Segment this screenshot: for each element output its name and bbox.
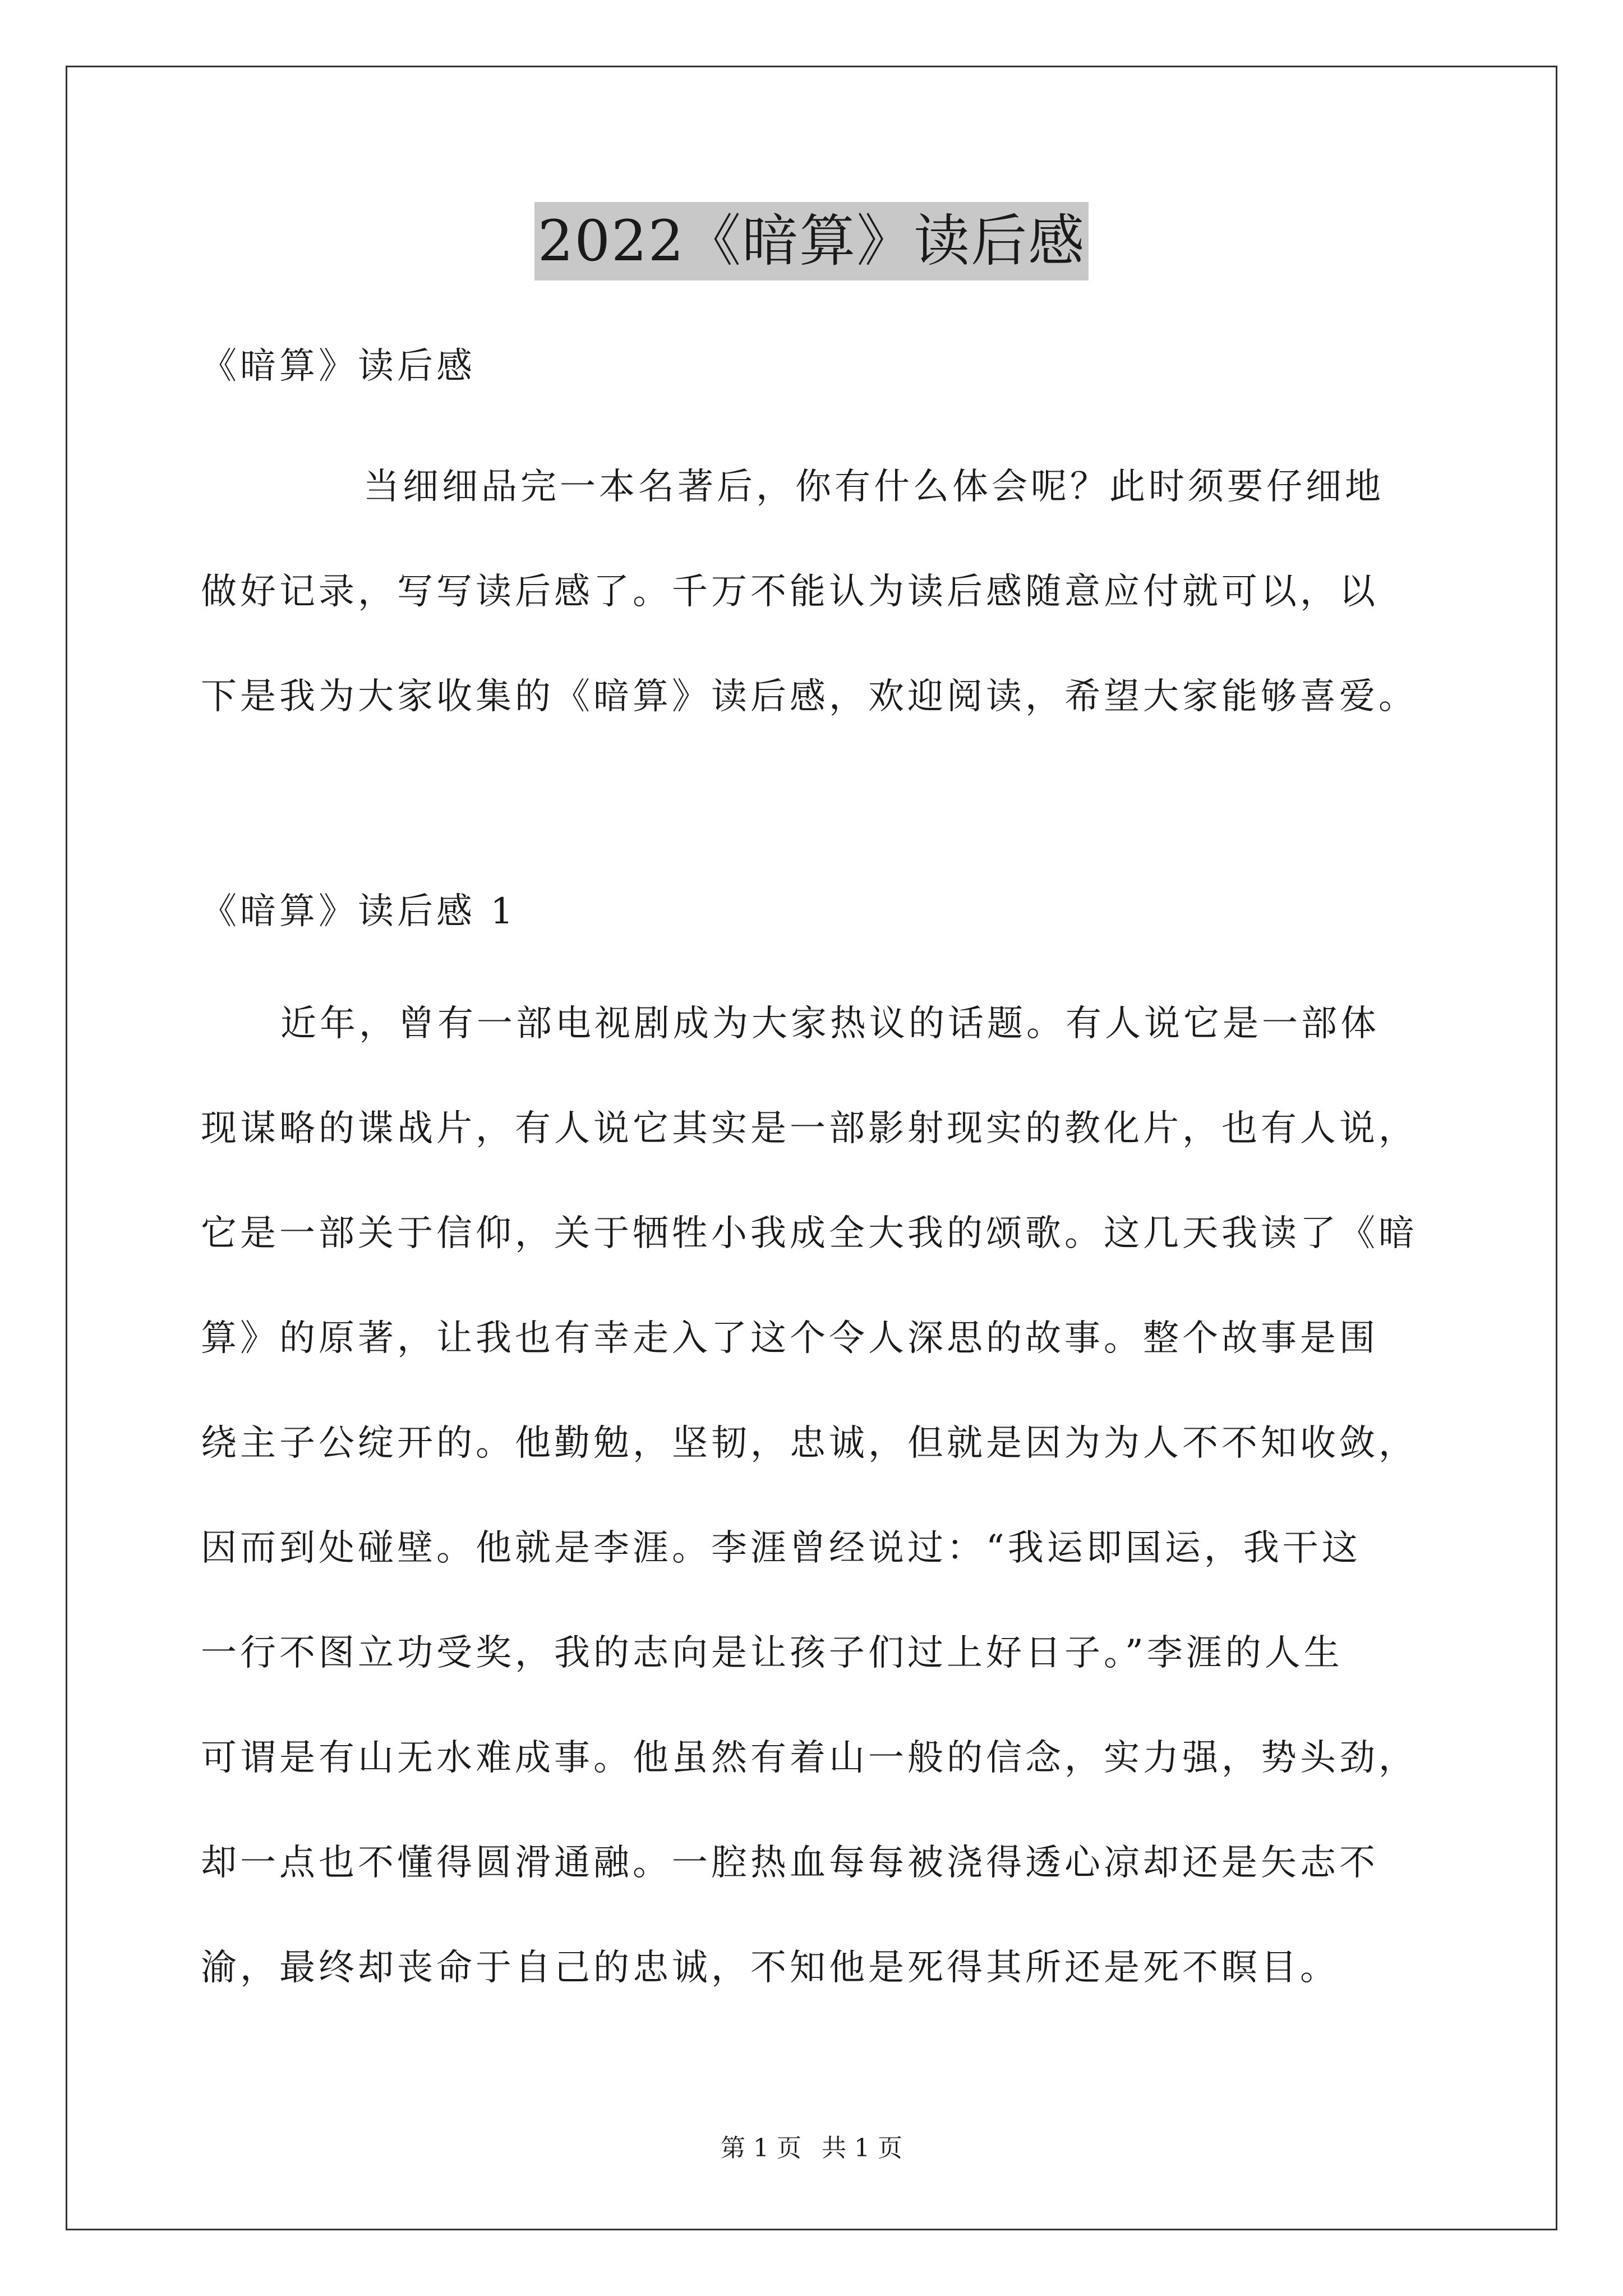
intro-line: 当细细品完一本名著后，你有什么体会呢？此时须要仔细地 [363,466,1384,508]
body-line: 可谓是有山无水难成事。他虽然有着山一般的信念，实力强，势头劲， [201,1737,1418,1779]
intro-line: 下是我为大家收集的《暗算》读后感，欢迎阅读，希望大家能够喜爱。 [201,676,1418,717]
body-line: 近年，曾有一部电视剧成为大家热议的话题。有人说它是一部体 [280,1003,1380,1045]
title-container [0,202,1623,280]
body-line: 一行不图立功受奖，我的志向是让孩子们过上好日子。”李涯的人生 [201,1632,1343,1674]
body-line: 因而到处碰壁。他就是李涯。李涯曾经说过：“我运即国运，我干这 [201,1527,1361,1569]
body-line: 渝，最终却丧命于自己的忠诚，不知他是死得其所还是死不瞑目。 [201,1947,1339,1989]
body-line: 却一点也不懂得圆滑通融。一腔热血每每被浇得透心凉却还是矢志不 [201,1842,1378,1884]
section-heading: 《暗算》读后感 1 [201,891,517,932]
page-total: 共 1 页 [822,2134,902,2162]
page-number: 第 1 页 [721,2134,801,2162]
page-footer [0,2132,1623,2165]
subtitle: 《暗算》读后感 [201,346,476,387]
body-line: 绕主子公绽开的。他勤勉，坚韧，忠诚，但就是因为为人不不知收敛， [201,1423,1418,1464]
body-line: 它是一部关于信仰，关于牺牲小我成全大我的颂歌。这几天我读了《暗 [201,1213,1418,1254]
body-line: 算》的原著，让我也有幸走入了这个令人深思的故事。整个故事是围 [201,1318,1378,1359]
intro-line: 做好记录，写写读后感了。千万不能认为读后感随意应付就可以，以 [201,571,1378,613]
page-title: 2022《暗算》读后感 [534,202,1089,280]
body-line: 现谋略的谍战片，有人说它其实是一部影射现实的教化片，也有人说， [201,1108,1418,1149]
